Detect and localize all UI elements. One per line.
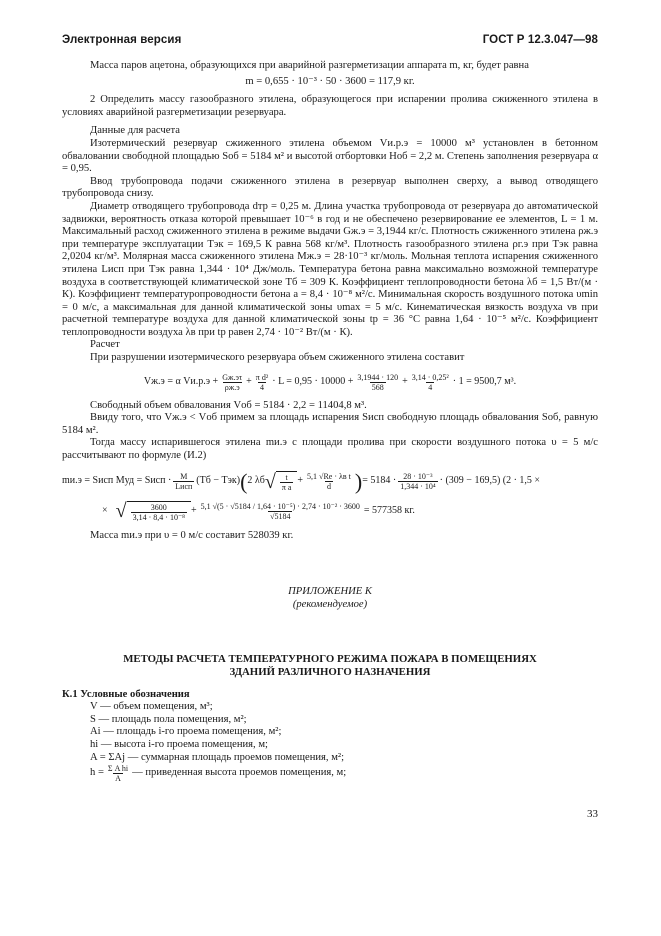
paragraph: Свободный объем обвалования Vоб = 5184 · 2,2 = 11404,8 м³. [90, 399, 367, 411]
appendix-sub: (рекомендуемое) [292, 598, 368, 610]
list-item: Ai — площадь i-го проема помещения, м²; [90, 726, 282, 738]
appendix-label: ПРИЛОЖЕНИЕ К [288, 586, 372, 598]
mass-formula-line1: mи.э = Sисп Mуд = Sисп · $\frac{M}{\text{Lисп}}$ (Tб − Tэк) ( 2 λб √ $\frac{t}{\text{π a}}$ + $\frac{\text{5,1 √Re · λв t}}{d}$ ) = 5184 · $\frac{\text{28 · 10⁻³}}{\text{1,344 · 10⁴}}$ · (309 − 169,5) (2 · 1,5 × [62, 468, 541, 494]
fraction: $\frac{\text{3,14 · 0,25²}}{4}$ [411, 372, 449, 392]
fraction: $\frac{3,1944 \cdot 120}{568}$ [357, 372, 399, 392]
paragraph: При разрушении изотермического резервуара объем сжиженного этилена составит [90, 352, 465, 364]
fraction: $\frac{M}{\text{Lисп}}$ [175, 472, 193, 492]
fraction: $\frac{\text{5,1 √Re · λв t}}{d}$ [307, 472, 351, 492]
sqrt: √ $\frac{t}{\text{π a}}$ [265, 471, 298, 492]
equation: m = 0,655 · 10⁻³ · 50 · 3600 = 117,9 кг. [245, 75, 415, 87]
section-heading: К.1 Условные обозначения [62, 688, 190, 700]
fraction: $\frac{Gж.э\tau}{\rho ж.э}$ [222, 372, 243, 392]
paragraph: Ввод трубопровода подачи сжиженного этилена в резервуар выполнен сверху, а вывод отводящего трубопровода снизу. [62, 175, 598, 200]
fraction: $\frac{\text{28 · 10⁻³}}{\text{1,344 · 10⁴}}$ [400, 472, 436, 492]
formula-text: Vж.э = α Vи.р.э + [143, 375, 219, 387]
paragraph: Данные для расчета [90, 125, 180, 137]
list-item: V — объем помещения, м³; [90, 701, 213, 713]
paragraph: Диаметр отводящего трубопровода dтр = 0,25 м. Длина участка трубопровода от резервуара до автоматической задвижки, вероятность отказа которой превышает 10⁻⁶ в год и не обеспечено резервирование ее элементов, L = 1 м. Максимальный расход сжиженного этилена в режиме выдачи Gж.э = 3,1944 кг/с. Плотность сжиженного этилена ρж.э при температуре эксплуатации Tэк = 169,5 К равна 568 кг/м³. Плотность газообразного этилена ρг.э при Tэк равна 2,0204 кг/м³. Молярная масса сжиженного этилена Mж.э = 28·10⁻³ кг/моль. Мольная теплота испарения сжиженного этилена Lисп при Tэк равна 1,344 · 10⁴ Дж/моль. Температура бетона равна максимально возможной температуре воздуха в соответствующей климатической зоне Tб = 309 К. Коэффициент теплопроводности бетона λб = 1,5 Вт/(м · К). Коэффициент температуропроводности бетона a = 8,4 · 10⁻⁸ м²/с. Минимальная скорость воздушного потока υmin = 0 м/с, а максимальная для данной климатической зоны υmax = 5 м/с. Кинематическая вязкость воздуха νв при расчетной температуре воздуха для данной климатической зоны tр = 36 °С равна 1,64 · 10⁻⁵ м²/с. Коэффициент теплопроводности воздуха λв при tр равен 2,74 · 10⁻² Вт/(м · К). [62, 200, 598, 338]
mass-formula-line2: × √ $\frac{3600}{\text{3,14 · 8,4 · 10⁻⁸}}$ + $\frac{\text{5,1 √(5 · √5184 / 1,64 · 10⁻⁵) · 2,74 · 10⁻² · 3600}}{√5184}$ = 577358 кг. [102, 500, 415, 523]
page-number: 33 [587, 808, 598, 820]
definition-list [62, 701, 598, 783]
document-body [62, 60, 598, 783]
header-right: ГОСТ Р 12.3.047—98 [482, 34, 598, 46]
paragraph: Масса mи.э при υ = 0 м/с составит 528039 кг. [90, 529, 294, 541]
list-item: A = ΣAj — суммарная площадь проемов помещения, м²; [90, 751, 345, 763]
list-item: h = $\frac{\text{Σ A hi}}{A}$ — приведенная высота проемов помещения, м; [90, 764, 347, 784]
paragraph: Ввиду того, что Vж.э < Vоб примем за площадь испарения Sисп свободную площадь обвалования Sоб, равную 5184 м². [62, 412, 598, 436]
volume-formula: Vж.э = α Vи.р.э + $\frac{Gж.э\tau}{\rho ж.э}$ + $\frac{\text{π d²}}{4}$ · L = 0,95 · 10000 + $\frac{3,1944 \cdot 120}{568}$ + $\frac{\text{3,14 · 0,25²}}{4}$ · 1 = 9500,7 м³. [143, 372, 517, 392]
list-item: S — площадь пола помещения, м²; [90, 713, 247, 725]
sqrt: √ $\frac{3600}{\text{3,14 · 8,4 · 10⁻⁸}}$ [116, 501, 191, 522]
appendix-title: МЕТОДЫ РАСЧЕТА ТЕМПЕРАТУРНОГО РЕЖИМА ПОЖАРА В ПОМЕЩЕНИЯХ ЗДАНИЙ РАЗЛИЧНОГО НАЗНАЧЕНИЯ [123, 653, 537, 678]
header-left: Электронная версия [62, 34, 182, 46]
fraction: $\frac{\text{π d²}}{4}$ [255, 372, 269, 392]
paragraph: Расчет [90, 339, 120, 351]
paragraph: Масса паров ацетона, образующихся при аварийной разгерметизации аппарата m, кг, будет равна [90, 60, 529, 71]
paragraph: 2 Определить массу газообразного этилена, образующегося при испарении пролива сжиженного этилена в условиях аварийной разгерметизации резервуара. [62, 94, 598, 118]
list-item: hi — высота i-го проема помещения, м; [90, 738, 268, 750]
fraction: $\frac{\text{5,1 √(5 · √5184 / 1,64 · 10⁻⁵) · 2,74 · 10⁻² · 3600}}{√5184}$ [200, 501, 360, 521]
paragraph: Тогда массу испарившегося этилена mи.э с площади пролива при скорости воздушного потока υ = 5 м/с рассчитывают по формуле (И.2) [62, 437, 598, 462]
paragraph: Изотермический резервуар сжиженного этилена объемом Vи.р.э = 10000 м³ установлен в бетонном обваловании свободной площадью Sоб = 5184 м² и высотой отбортовки Hоб = 2,2 м. Степень заполнения резервуара α = 0,95. [62, 137, 598, 175]
